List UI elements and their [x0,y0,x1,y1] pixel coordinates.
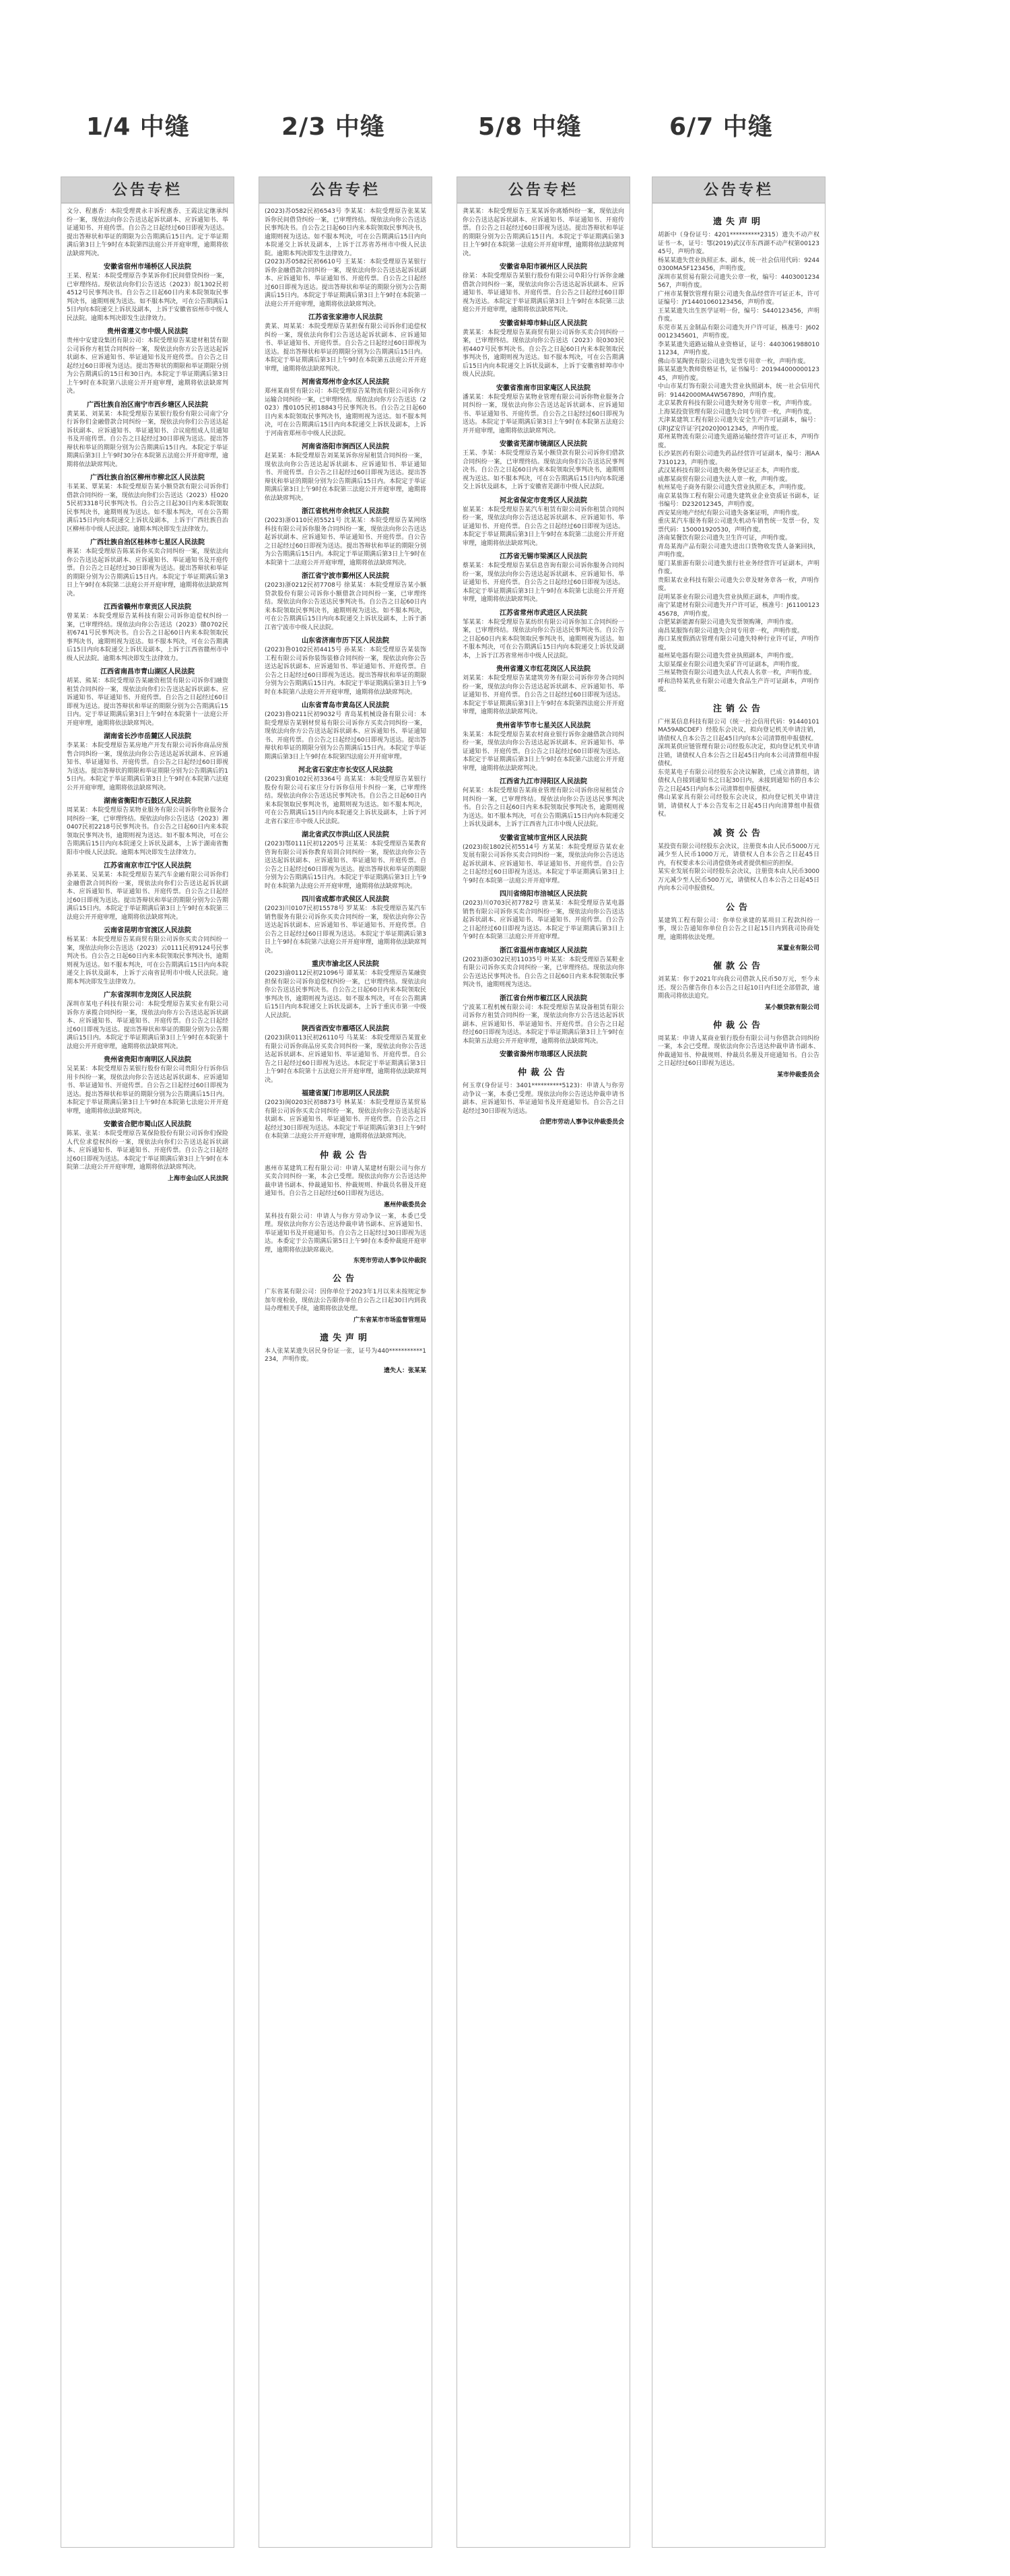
notice-text: 惠州市某建筑工程有限公司：申请人某建材有限公司与你方买卖合同纠纷一案，本会已受理。现依法向你方公告送达仲裁申请书副本、仲裁通知书、仲裁规则、仲裁员名册及开庭通知书。自公告之日起经过60日即视为送达。 [265,1165,426,1197]
notice-text: 周某某：申请人某商业银行股份有限公司与你借款合同纠纷一案，本会已受理。现依法向你公告送达仲裁申请书副本、仲裁通知书、仲裁规则、仲裁员名册及开庭通知书。自公告之日起经过60日即视为送达。 [658,1035,819,1067]
notice-text: 南昌某服饰有限公司遗失合同专用章一枚，声明作废。 [658,627,804,635]
notice-issuer: 广西壮族自治区桂林市七星区人民法院 [90,539,205,546]
notice-issuer: 重庆市渝北区人民法院 [312,961,379,968]
notice-text: 胡某、熊某：本院受理原告某融资租赁有限公司诉你们融资租赁合同纠纷一案，现依法向你们公告送达起诉状副本、应诉通知书、举证通知书、开庭传票。自公告之日起经过60日即视为送达。提出答辩状和举证的期限分别为公告期满后15日内。定于举证期满后第3日上午9时在本院第十一法庭公开开庭审理，逾期将依法缺席判决。 [67,678,228,727]
notice-issuer: 安徽省宿州市埇桥区人民法院 [104,263,191,271]
notice-signature: 东莞市劳动人事争议仲裁院 [353,1258,426,1264]
section-title: 催款公告 [712,961,764,971]
notice-text: (2023)苏0582民初6543号 李某某：本院受理原告张某某诉你民间借贷纠纷一案，已审理终结。现依法向你公告送达民事判决书。自公告之日起60日内来本院领取民事判决书，逾期则视为送达。如不服本判决，可在公告期满后15日内向本院递交上诉状及副本，上诉于江苏省苏州市中级人民法院。逾期本判决即发生法律效力。 [265,208,426,257]
notice-issuer: 安徽省宣城市宣州区人民法院 [500,834,587,842]
notice-text: 孙某某、吴某某：本院受理原告某汽车金融有限公司诉你们金融借款合同纠纷一案，现依法向你们公告送达起诉状副本、应诉通知书、举证通知书、开庭传票。自公告之日起经过60日即视为送达。提出答辩状和举证的期限分别为公告期满后15日内。本院定于举证期满后第3日上午9时在本院第三法庭公开开庭审理，逾期将依法缺席判决。 [67,872,228,921]
notice-signature: 某置业有限公司 [776,945,819,952]
notice-column-3 [457,176,630,2548]
notice-issuer: 浙江省温州市鹿城区人民法院 [500,946,587,955]
notice-text: 刘某某：本院受理原告某建筑劳务有限公司诉你劳务合同纠纷一案，现依法向你公告送达起诉状副本、应诉通知书、举证通知书、开庭传票。自公告之日起经过60日即视为送达。本院定于举证期满后第3日上午9时在本院第四法庭公开开庭审理，逾期将依法缺席判决。 [463,675,624,715]
notice-text: 合肥某新能源有限公司遗失发票领购簿，声明作废。 [658,619,798,626]
notice-text: 徐某：本院受理原告某银行股份有限公司阜阳分行诉你金融借款合同纠纷一案，现依法向你公告送达起诉状副本、应诉通知书、举证通知书、开庭传票。自公告之日起经过60日即视为送达。本院定于举证期满后第3日上午9时在本院第三法庭公开开庭审理，逾期将依法缺席判决。 [463,273,624,313]
notice-text: 黄某某、刘某某：本院受理原告某银行股份有限公司南宁分行诉你们金融借款合同纠纷一案，现依法向你们公告送达起诉状副本、应诉通知书、举证通知书、合议庭组成人员通知书及开庭传票。自公告之日起经过30日即视为送达。提出答辩状和举证的期限分别为公告期满后15日内。本院定于举证期满后第3日上午9时30分在本院第五法庭公开开庭审理，逾期将依法缺席判决。 [67,410,228,468]
notice-text: 东莞某电子有限公司经股东会决议解散，已成立清算组，请债权人自接到通知书之日起30日内，未接到通知书的自本公告之日起45日内向本公司清算组申报债权。 [658,769,819,793]
section-title: 减资公告 [712,828,764,839]
notice-text: 佛山市某陶瓷有限公司遗失发票专用章一枚，声明作废。 [658,358,810,365]
notice-text: 厦门某旅游有限公司遗失旅行社业务经营许可证副本，声明作废。 [658,560,819,575]
notice-text: 济南某餐饮有限公司遗失卫生许可证，声明作废。 [658,535,792,542]
notice-text: 吴某某：本院受理原告某银行股份有限公司贵阳分行诉你信用卡纠纷一案，现依法向你公告送达起诉状副本、应诉通知书、举证通知书、开庭传票。自公告之日起经过60日即视为送达。提出答辩状和举证的期限分别为公告期满后15日内。本院定于举证期满后第3日上午9时在本院第七法庭公开开庭审理，逾期将依法缺席判决。 [67,1066,228,1115]
notice-issuer: 安徽省芜湖市镜湖区人民法院 [500,441,587,448]
notice-issuer: 浙江省宁波市鄞州区人民法院 [302,573,389,580]
notice-signature: 广东省某市市场监督管理局 [353,1316,426,1324]
notice-text: 蔡某某：本院受理原告某信息咨询有限公司诉你服务合同纠纷一案，现依法向你公告送达起诉状副本、应诉通知书、举证通知书、开庭传票。自公告之日起经过60日即视为送达。本院定于举证期满后第3日上午9时在本院第七法庭公开开庭审理，逾期将依法缺席判决。 [463,562,624,603]
notice-issuer: 福建省厦门市思明区人民法院 [302,1090,389,1097]
notice-text: 胡新中（身份证号：4201**********2315）遗失不动产权证书一本，证号：鄂(2019)武汉市东西湖不动产权第0012345号，声明作废。 [658,232,819,255]
column-header: 公告专栏 [457,177,630,203]
section-title: 仲裁公告 [319,1150,371,1161]
notice-text: (2023)闽0203民初8873号 林某某：本院受理原告某贸易有限公司诉你买卖合同纠纷一案，现依法向你公告送达起诉状副本、应诉通知书、举证通知书、开庭传票。自公告之日起经过30日即视为送达。本院定于举证期满后第3日上午9时在本院第二法庭公开开庭审理，逾期将依法缺席判决。 [265,1099,426,1140]
notice-text: 黄某、周某某：本院受理原告某担保有限公司诉你们追偿权纠纷一案，现依法向你们公告送达起诉状副本、应诉通知书、举证通知书、开庭传票。自公告之日起经过60日即视为送达。提出答辩状和举证的期限分别为公告期满后15日内。本院定于举证期满后第3日上午9时在本院第五法庭公开开庭审理，逾期将依法缺席判决。 [265,323,426,373]
notice-text: 潘某某：本院受理原告某物业管理有限公司诉你物业服务合同纠纷一案，现依法向你公告送达起诉状副本、应诉通知书、举证通知书、开庭传票。自公告之日起经过60日即视为送达。本院定于举证期满后第3日上午9时在本院第五法庭公开开庭审理，逾期将依法缺席判决。 [463,393,624,434]
notice-text: 佛山某家具有限公司经股东会决议，拟向登记机关申请注销，请债权人于本公告发布之日起45日内向清算组申报债权。 [658,794,819,818]
notice-text: 某建筑工程有限公司：你单位承建的某项目工程款纠纷一事，现公告通知你单位自公告之日起15日内到我司协商处理，逾期将依法处理。 [658,917,819,941]
notice-text: 李某某：本院受理原告某房地产开发有限公司诉你商品房预售合同纠纷一案，现依法向你公告送达起诉状副本、应诉通知书、举证通知书、开庭传票。自公告之日起经过60日即视为送达。提出答辩状的期限和举证期限分别为公告期满后的15日内。本院定于举证期满后第3日上午9时在本院第六法庭公开开庭审理，逾期将依法缺席判决。 [67,742,228,792]
notice-text: 杨某某：本院受理原告某商贸有限公司诉你买卖合同纠纷一案，现依法向你公告送达（2023）云0111民初9124号民事判决书。自公告之日起60日内来本院领取民事判决书，逾期则视为送达。如不服本判决，可在公告期满后15日内向本院递交上诉状及副本，上诉于云南省昆明市中级人民法院。逾期本判决即发生法律效力。 [67,936,228,986]
column-body [259,203,432,1382]
notice-issuer: 山东省济南市历下区人民法院 [302,637,389,645]
column-label-4: 6/7 中缝 [669,113,773,141]
notice-issuer: 浙江省杭州市余杭区人民法院 [302,508,389,515]
notice-text: 杭州某电子商务有限公司遗失营业执照正本，声明作废。 [658,484,810,491]
notice-text: 南京某装饰工程有限公司遗失建筑业企业资质证书副本，证书编号：D232012345，声明作废。 [658,492,819,508]
notice-issuer: 河南省洛阳市涧西区人民法院 [302,443,389,451]
column-header: 公告专栏 [259,177,432,203]
notice-text: 曾某某：本院受理原告某科技有限公司诉你追偿权纠纷一案，已审理终结。现依法向你公告送达（2023）赣0702民初6741号民事判决书。自公告之日起60日内来本院领取民事判决书，逾期则视为送达。如不服本判决，可在公告期满后15日内向本院递交上诉状及副本，上诉于江西省赣州市中级人民法院。逾期本判决即发生法律效力。 [67,613,228,662]
notice-issuer: 湖南省衡阳市石鼓区人民法院 [104,798,191,805]
notice-issuer: 浙江省台州市椒江区人民法院 [500,994,587,1002]
notice-text: 郑州某商贸有限公司：本院受理原告某物流有限公司诉你方运输合同纠纷一案，已审理终结。现依法向你方公告送达（2023）豫0105民初18843号民事判决书。自公告之日起60日内来本院领取民事判决书，逾期则视为送达。如不服本判决，可在公告期满后15日内向本院递交上诉状及副本，上诉于河南省郑州市中级人民法院。 [265,388,426,437]
notice-issuer: 四川省绵阳市涪城区人民法院 [500,891,587,898]
notice-issuer: 贵州省毕节市七星关区人民法院 [496,721,591,730]
notice-issuer: 广东省深圳市龙岗区人民法院 [104,992,191,999]
notice-signature: 某市仲裁委员会 [776,1071,819,1078]
notice-issuer: 河南省郑州市金水区人民法院 [302,379,389,386]
notice-issuer: 安徽省滁州市琅琊区人民法院 [500,1051,587,1058]
notice-text: 广州市某餐饮管理有限公司遗失食品经营许可证正本，许可证编号：JY14401060123456，声明作废。 [658,290,819,306]
notice-signature: 惠州仲裁委员会 [383,1201,426,1209]
notice-issuer: 江苏省南京市江宁区人民法院 [104,862,191,870]
notice-issuer: 江西省南昌市青山湖区人民法院 [100,668,195,676]
notice-text: 文分、程惠香：本院受理黄永丰诉程惠香、王霞法定继承纠纷一案，现依法向你公告送达起诉状副本、应诉通知书、举证通知书、开庭传票。自公告之日起经过60日即视为送达。提出答辩状和举证的期限为公告期满后15日内。定于举证期满后第3日上午9时在本院第四法庭公开开庭审理，逾期将依法缺席判决。 [67,208,228,257]
section-title: 遗失声明 [319,1332,371,1343]
column-label-2: 2/3 中缝 [281,113,385,141]
notice-issuer: 江西省九江市浔阳区人民法院 [500,778,587,785]
notice-issuer: 湖北省武汉市洪山区人民法院 [302,831,389,839]
notice-issuer: 安徽省合肥市蜀山区人民法院 [104,1121,191,1128]
notice-text: 宁波某工程机械有限公司：本院受理原告某设备租赁有限公司诉你方租赁合同纠纷一案，现依法向你方公告送达起诉状副本、应诉通知书、举证通知书、开庭传票。自公告之日起经过60日即视为送达。本院定于举证期满后第3日上午9时在本院第五法庭公开开庭审理，逾期将依法缺席判决。 [463,1004,624,1045]
notice-text: 深圳某供应链管理有限公司经股东决定，拟向登记机关申请注销，请债权人自本公告之日起45日内向本公司清算组申报债权。 [658,744,819,767]
notice-text: 中山市某灯饰有限公司遗失营业执照副本，统一社会信用代码：91442000MA4W567890，声明作废。 [658,383,819,399]
notice-text: 南宁某建材有限公司遗失开户许可证，核准号：J6110012345678，声明作废。 [658,602,819,618]
notice-text: 西安某房地产经纪有限公司遗失备案证明，声明作废。 [658,509,804,517]
notice-text: 赵某某：本院受理原告刘某某诉你房屋租赁合同纠纷一案，现依法向你公告送达起诉状副本、应诉通知书、举证通知书、开庭传票。自公告之日起经过60日即视为送达。提出答辩状和举证的期限分别为公告期满后15日内。本院定于举证期满后第3日上午9时在本院第三法庭公开开庭审理，逾期将依法缺席判决。 [265,453,426,502]
notice-issuer: 山东省青岛市黄岛区人民法院 [302,702,389,709]
notice-text: 天津某建筑工程有限公司遗失安全生产许可证副本，编号：(津)JZ安许证字[2020]0012345，声明作废。 [658,417,819,432]
notice-text: 贵州中安建设集团有限公司：本院受理原告某建材租赁有限公司诉你方租赁合同纠纷一案，现依法向你方公告送达起诉状副本、应诉通知书、举证通知书及开庭传票。自公告之日起经过60日即视为送达。提出答辩状的期限和举证期限分别为公告期满后的15日和30日内。本院定于举证期满后第3日上午9时在本院第八法庭公开开庭审理，逾期将依法缺席判决。 [67,337,228,395]
notice-text: 广州某信息科技有限公司（统一社会信用代码：91440101MA59ABCDEF）经股东会决议，拟向登记机关申请注销，请债权人自本公告之日起45日内向本公司清算组申报债权。 [658,718,819,742]
section-title: 公告 [725,902,751,913]
notice-text: 陈某、张某：本院受理原告某保险股份有限公司诉你们保险人代位求偿权纠纷一案，现依法向你们公告送达起诉状副本、应诉通知书、举证通知书、开庭传票。自公告之日起经过60日即视为送达。本院定于举证期满后第3日上午9时在本院第二法庭公开开庭审理，逾期将依法缺席判决。 [67,1130,228,1171]
notice-text: 王某、程某：本院受理原告李某诉你们民间借贷纠纷一案，已审理终结。现依法向你们公告送达（2023）皖1302民初4512号民事判决书。自公告之日起60日内来本院领取民事判决书，逾期则视为送达。如不服本判决，可在公告期满后15日内向本院递交上诉状及副本，上诉于安徽省宿州市中级人民法院。逾期本判决即发生法律效力。 [67,273,228,322]
notice-text: 龚某某：本院受理原告王某某诉你离婚纠纷一案，现依法向你公告送达起诉状副本、应诉通知书、举证通知书、开庭传票。自公告之日起经过60日即视为送达。提出答辩状和举证的期限分别为公告期满后15日内。本院定于举证期满后第3日上午9时在本院第一法庭公开开庭审理，逾期将依法缺席判决。 [463,208,624,257]
notice-issuer: 贵州省遵义市红花岗区人民法院 [496,666,591,673]
notice-text: 某科技有限公司：申请人与你方劳动争议一案，本委已受理。现依法向你方公告送达仲裁申请书副本、应诉通知书、举证通知书及开庭通知书。自公告之日起经过30日即视为送达。本委定于公告期满后第5日上午9时在本委仲裁庭开庭审理，逾期将依法缺席裁决。 [265,1213,426,1254]
notice-text: (2023)苏0582民初6610号 王某某：本院受理原告某银行诉你金融借款合同纠纷一案，现依法向你公告送达起诉状副本、应诉通知书、举证通知书、开庭传票。自公告之日起经过60日即视为送达。提出答辩状和举证的期限分别为公告期满后15日内。本院定于举证期满后第3日上午9时在本院第一法庭公开开庭审理，逾期将依法缺席判决。 [265,259,426,308]
column-body [652,203,825,1087]
notice-text: 王某、李某：本院受理原告某小额贷款有限公司诉你们借款合同纠纷一案，已审理终结。现依法向你们公告送达民事判决书。自公告之日起60日内来本院领取民事判决书，逾期则视为送达。如不服本判决，可在公告期满后15日内向本院递交上诉状及副本，上诉于安徽省芜湖市中级人民法院。 [463,450,624,490]
notice-text: 何某某：本院受理原告某商业管理有限公司诉你房屋租赁合同纠纷一案，已审理终结。现依法向你公告送达民事判决书。自公告之日起60日内来本院领取民事判决书，逾期则视为送达。如不服本判决，可在公告期满后15日内向本院递交上诉状及副本，上诉于江西省九江市中级人民法院。 [463,787,624,828]
notice-issuer: 广西壮族自治区南宁市西乡塘区人民法院 [87,401,208,409]
notice-text: 韦某某、覃某某：本院受理原告某小额贷款有限公司诉你们借款合同纠纷一案，现依法向你们公告送达（2023）桂0205民初3318号民事判决书。自公告之日起30日内来本院领取民事判决书，逾期则视为送达。如不服本判决，可在公告期满后15日内向本院递交上诉状及副本，上诉于广西壮族自治区柳州市中级人民法院。逾期本判决即发生法律效力。 [67,484,228,533]
notice-text: 上海某投资管理有限公司遗失合同专用章一枚，声明作废。 [658,408,816,416]
notice-issuer: 四川省成都市武侯区人民法院 [302,896,389,903]
notice-signature: 合肥市劳动人事争议仲裁委员会 [539,1119,624,1126]
notice-text: 朱某某：本院受理原告某农村商业银行诉你金融借款合同纠纷一案，现依法向你公告送达起诉状副本、应诉通知书、举证通知书、开庭传票。自公告之日起经过60日即视为送达。本院定于举证期满后第3日上午9时在本院第六法庭公开开庭审理，逾期将依法缺席判决。 [463,731,624,772]
notice-column-4 [652,176,826,2548]
notice-text: (2023)鄂0111民初12205号 汪某某：本院受理原告某教育咨询有限公司诉你教育培训合同纠纷一案，现依法向你公告送达起诉状副本、应诉通知书、举证通知书、开庭传票。自公告之日起经过60日即视为送达。提出答辩状和举证的期限分别为公告期满后15日内。本院定于举证期满后第3日上午9时在本院第九法庭公开开庭审理，逾期将依法缺席判决。 [265,841,426,890]
notice-text: (2023)鲁0102民初4415号 孙某某：本院受理原告某装饰工程有限公司诉你装饰装修合同纠纷一案，现依法向你公告送达起诉状副本、应诉通知书、举证通知书、开庭传票。自公告之日起经过60日即视为送达。提出答辩状和举证的期限分别为公告期满后15日内。本院定于举证期满后第3日上午9时在本院第八法庭公开开庭审理，逾期将依法缺席判决。 [265,647,426,696]
notice-issuer: 云南省昆明市官渡区人民法院 [104,927,191,934]
notice-text: 深圳市某贸易有限公司遗失公章一枚，编号：4403001234567，声明作废。 [658,273,819,289]
notice-text: 福州某电器有限公司遗失营业执照副本，声明作废。 [658,653,798,659]
notice-text: (2023)鲁0211民初9032号 青岛某机械设备有限公司：本院受理原告某钢材贸易有限公司诉你方买卖合同纠纷一案，现依法向你方公告送达起诉状副本、应诉通知书、举证通知书、开庭传票。自公告之日起经过60日即视为送达。提出答辩状和举证的期限分别为公告期满后15日内。本院定于举证期满后第3日上午9时在本院第四法庭公开开庭审理。 [265,711,426,761]
notice-text: 某投资有限公司经股东会决议，注册资本由人民币5000万元减少至人民币1000万元，请债权人自本公告之日起45日内，有权要求本公司清偿债务或者提供相应的担保。 [658,843,819,867]
notice-text: (2023)浙0110民初5521号 沈某某：本院受理原告某网络科技有限公司诉你服务合同纠纷一案，现依法向你公告送达起诉状副本、应诉通知书、举证通知书、开庭传票。自公告之日起经过60日即视为送达。提出答辩状和举证的期限分别为公告期满后15日内。本院定于举证期满后第3日上午9时在本院第十二法庭公开开庭审理，逾期将依法缺席判决。 [265,517,426,567]
notice-signature: 遗失人：张某某 [383,1367,426,1374]
notice-issuer: 河北省保定市竞秀区人民法院 [500,496,587,505]
notice-text: 成都某商贸有限公司遗失法人章一枚，声明作废。 [658,476,792,483]
notice-text: (2023)渝0112民初21096号 谭某某：本院受理原告某融资担保有限公司诉你追偿权纠纷一案，已审理终结。现依法向你公告送达民事判决书。自公告之日起60日内来本院领取民事判决书，逾期则视为送达。如不服本判决，可在公告期满后15日内向本院递交上诉状及副本，上诉于重庆市第一中级人民法院。 [265,970,426,1019]
notice-text: 刘某某：你于2021年向我公司借款人民币50万元，至今未还。现公告催告你自本公告之日起10日内归还全部借款，逾期我司将依法追究。 [658,976,819,1000]
notice-issuer: 广西壮族自治区柳州市柳北区人民法院 [90,474,205,482]
notice-text: 邹某某：本院受理原告某纺织有限公司诉你加工合同纠纷一案，已审理终结。现依法向你公告送达民事判决书。自公告之日起60日内来本院领取民事判决书，逾期则视为送达。如不服本判决，可在公告期满后15日内向本院递交上诉状及副本，上诉于江苏省常州市中级人民法院。 [463,618,624,659]
notice-text: (2023)浙0212民初7708号 徐某某：本院受理原告某小额贷款股份有限公司诉你小额借款合同纠纷一案，已审理终结。现依法向你公告送达民事判决书。自公告之日起60日内来本院领取民事判决书，逾期则视为送达。如不服本判决，可在公告期满后15日内向本院递交上诉状及副本，上诉于浙江省宁波市中级人民法院。 [265,582,426,631]
notice-issuer: 江苏省常州市武进区人民法院 [500,609,587,617]
notice-issuer: 安徽省阜阳市颍州区人民法院 [500,263,587,271]
notice-text: (2023)陕0113民初26110号 马某某：本院受理原告某置业有限公司诉你商品房买卖合同纠纷一案，现依法向你公告送达起诉状副本、应诉通知书、举证通知书、开庭传票。自公告之日起经过60日即视为送达。本院定于举证期满后第3日上午9时在本院第十五法庭公开开庭审理，逾期将依法缺席判决。 [265,1035,426,1084]
notice-text: 贵阳某农业科技有限公司遗失公章及财务章各一枚，声明作废。 [658,577,819,592]
notice-issuer: 贵州省贵阳市南明区人民法院 [104,1056,191,1064]
notice-text: 何玉章(身份证号：3401**********5123)：申请人与你劳动争议一案，本委已受理。现依法向你公告送达仲裁申请书副本、应诉通知书、举证通知书及开庭通知书。自公告之日起经过30日即视为送达。 [463,1083,624,1115]
notice-text: 本人张某某遗失居民身份证一张，证号为440***********1234，声明作废。 [265,1347,426,1363]
notice-column-1 [61,176,234,2548]
section-title: 仲裁公告 [517,1068,569,1078]
column-header: 公告专栏 [652,177,825,203]
notice-text: 杨某某遗失营业执照正本、副本，统一社会信用代码：92440300MA5F123456，声明作废。 [658,257,819,272]
notice-text: 长沙某医药有限公司遗失药品经营许可证副本，编号：湘AA7310123，声明作废。 [658,451,819,466]
section-title: 遗失声明 [712,217,764,227]
notice-issuer: 贵州省遵义市中级人民法院 [107,328,188,335]
notice-issuer: 江苏省张家港市人民法院 [308,314,382,321]
notice-text: 呼和浩特某乳业有限公司遗失食品生产许可证副本，声明作废。 [658,678,819,693]
notice-text: 昆明某茶业有限公司遗失营业执照正副本，声明作废。 [658,593,804,601]
notice-text: (2023)川0107民初15578号 罗某某：本院受理原告某汽车销售服务有限公司诉你买卖合同纠纷一案，现依法向你公告送达起诉状副本、应诉通知书、举证通知书、开庭传票。自公告之日起经过60日即视为送达。本院定于举证期满后第3日上午9时在本院第六法庭公开开庭审理，逾期将依法缺席判决。 [265,905,426,955]
notice-text: 广东省某有限公司：因你单位于2023年1月以来未按规定参加年度检验，现依法公告限你单位自公告之日起30日内到我局办理相关手续，逾期将依法处理。 [265,1289,426,1312]
notice-text: 深圳市某电子科技有限公司：本院受理原告某实业有限公司诉你方承揽合同纠纷一案，现依法向你方公告送达起诉状副本、应诉通知书、举证通知书、开庭传票。自公告之日起经过60日即视为送达。提出答辩状和举证的期限分别为公告期满后15日内。本院定于举证期满后第3日上午9时在本院第十法庭公开开庭审理，逾期将依法缺席判决。 [67,1001,228,1050]
notice-text: 武汉某科技有限公司遗失税务登记证正本，声明作废。 [658,468,804,474]
notice-text: (2023)川0703民初7782号 唐某某：本院受理原告某电器销售有限公司诉你买卖合同纠纷一案，现依法向你公告送达起诉状副本、应诉通知书、举证通知书、开庭传票。自公告之日起经过60日即视为送达。本院定于举证期满后第3日上午9时在本院第三法庭公开开庭审理。 [463,900,624,940]
notice-text: (2023)浙0302民初11035号 叶某某：本院受理原告某鞋业有限公司诉你买卖合同纠纷一案，已审理终结。现依法向你公告送达民事判决书。自公告之日起60日内来本院领取民事判决书，逾期则视为送达。 [463,956,624,988]
notice-text: 东莞市某五金制品有限公司遗失开户许可证，核准号：J6020012345601，声明作废。 [658,324,819,340]
section-title: 仲裁公告 [712,1020,764,1031]
column-body [61,203,234,1190]
notice-text: (2023)皖1802民初5514号 方某某：本院受理原告某农业发展有限公司诉你买卖合同纠纷一案，现依法向你公告送达起诉状副本、应诉通知书、举证通知书、开庭传票。自公告之日起经过60日即视为送达。本院定于举证期满后第3日上午9时在本院第一法庭公开开庭审理。 [463,843,624,884]
notice-text: 崔某某：本院受理原告某汽车租赁有限公司诉你租赁合同纠纷一案，现依法向你公告送达起诉状副本、应诉通知书、举证通知书、开庭传票。自公告之日起经过60日即视为送达。本院定于举证期满后第3日上午9时在本院第二法庭公开开庭审理，逾期将依法缺席判决。 [463,506,624,547]
column-label-1: 1/4 中缝 [86,113,190,141]
notice-text: 黄某某：本院受理原告某商贸有限公司诉你买卖合同纠纷一案，已审理终结。现依法向你公告送达（2023）皖0303民初4407号民事判决书。自公告之日起60日内来本院领取民事判决书，逾期则视为送达。如不服本判决，可在公告期满后15日内向本院递交上诉状及副本，上诉于安徽省蚌埠市中级人民法院。 [463,329,624,378]
notice-issuer: 江苏省无锡市梁溪区人民法院 [500,553,587,560]
notice-text: 兰州某物资有限公司遗失法人代表人名章一枚，声明作废。 [658,670,816,676]
notice-issuer: 陕西省西安市雁塔区人民法院 [302,1025,389,1033]
notice-issuer: 安徽省淮南市田家庵区人民法院 [496,384,591,392]
notice-text: 太原某煤业有限公司遗失采矿许可证副本，声明作废。 [658,661,804,668]
notice-text: 青岛某海产品有限公司遗失进出口货物收发货人备案回执，声明作废。 [658,543,819,558]
notice-text: 蒋某：本院受理原告陈某诉你买卖合同纠纷一案，现依法向你公告送达起诉状副本、应诉通知书、举证通知书及开庭传票。自公告之日起经过30日即视为送达。提出答辩状和举证的期限分别为公告期满后15日内。本院定于举证期满后第3日上午9时在本院第二法庭公开开庭审理，逾期将依法缺席判决。 [67,548,228,598]
notice-text: 北京某教育科技有限公司遗失财务专用章一枚，声明作废。 [658,400,816,407]
notice-issuer: 湖南省长沙市岳麓区人民法院 [104,733,191,740]
notice-issuer: 河北省石家庄市长安区人民法院 [298,767,393,774]
notice-text: 某实业发展有限公司经股东会决议，注册资本由人民币3000万元减少至人民币500万元，请债权人自本公告之日起45日内向本公司申报债权。 [658,868,819,892]
column-body [457,203,630,1134]
notice-text: 陈某某遗失教师资格证书，证书编号：20194400000012345，声明作废。 [658,366,819,382]
notice-signature: 某小额贷款有限公司 [764,1004,819,1011]
section-title: 公告 [332,1274,358,1284]
notice-text: 王某某遗失出生医学证明一份，编号：S440123456，声明作废。 [658,307,819,323]
column-header: 公告专栏 [61,177,234,203]
notice-text: 海口某度假酒店管理有限公司遗失特种行业许可证，声明作废。 [658,636,819,651]
column-label-3: 5/8 中缝 [478,113,582,141]
notice-text: 李某某遗失道路运输从业资格证，证号：440306198801011234，声明作废。 [658,341,819,356]
section-title: 注销公告 [712,703,764,714]
notice-text: (2023)冀0102民初3364号 高某某：本院受理原告某银行股份有限公司石家庄分行诉你信用卡纠纷一案，已审理终结。现依法向你公告送达民事判决书。自公告之日起60日内来本院领取民事判决书，逾期则视为送达。如不服本判决，可在公告期满后15日内向本院递交上诉状及副本，上诉于河北省石家庄市中级人民法院。 [265,776,426,825]
notice-issuer: 江西省赣州市章贡区人民法院 [104,604,191,611]
notice-issuer: 安徽省蚌埠市蚌山区人民法院 [500,319,587,327]
notice-text: 周某某：本院受理原告某物业服务有限公司诉你物业服务合同纠纷一案，已审理终结。现依法向你公告送达（2023）湘0407民初2218号民事判决书。自公告之日起60日内来本院领取民事判决书，逾期则视为送达。如不服本判决，可在公告期满后15日内向本院递交上诉状及副本，上诉于湖南省衡阳市中级人民法院。逾期本判决即发生法律效力。 [67,807,228,856]
notice-column-2 [259,176,432,2548]
notice-text: 郑州某物流有限公司遗失道路运输经营许可证正本，声明作废。 [658,434,819,449]
notice-text: 重庆某汽车服务有限公司遗失机动车销售统一发票一份，发票代码：150001920530，声明作废。 [658,518,819,534]
notice-signature: 上海市金山区人民法院 [167,1175,228,1182]
